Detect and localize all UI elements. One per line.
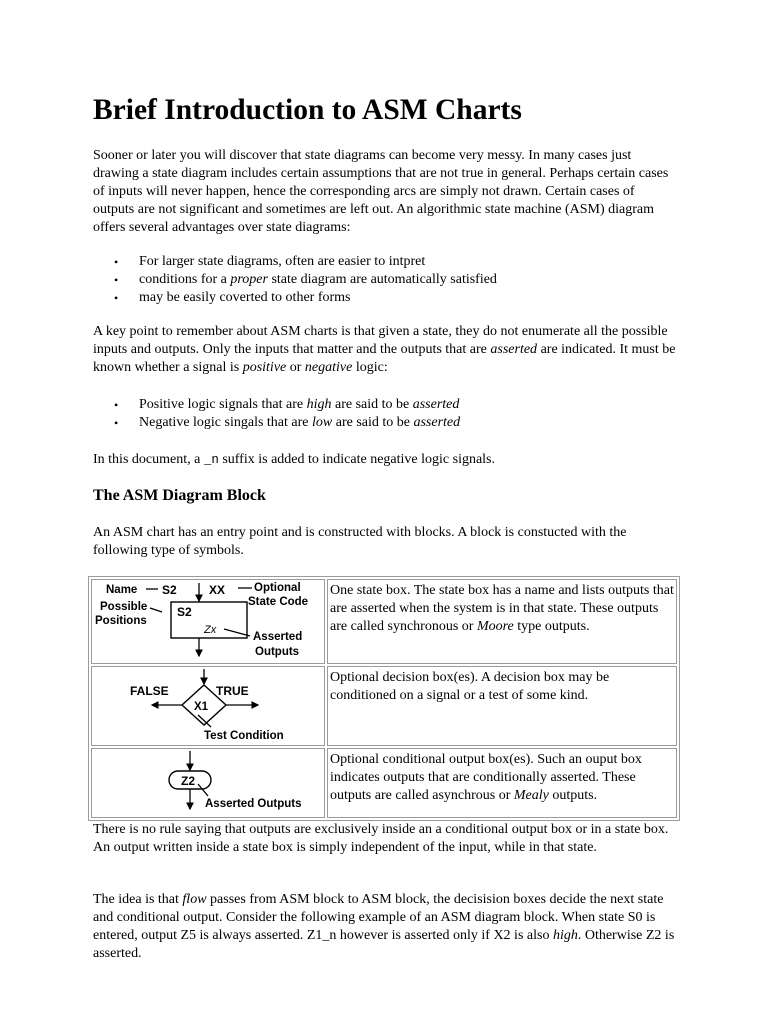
label-name: Name [106, 584, 138, 596]
list-item: • conditions for a proper state diagram are automatically satisfied [93, 271, 678, 289]
state-box-description: One state box. The state box has a name and lists outputs that are asserted when the system is in that state. These outputs are called synchronous or Moore type outputs. [327, 579, 677, 664]
decision-condition: X1 [194, 701, 209, 713]
state-code-value: XX [209, 583, 226, 597]
state-output: Zx [204, 624, 217, 636]
state-box-figure [91, 579, 325, 664]
table-row [91, 748, 677, 818]
decision-box-figure [91, 666, 325, 746]
decision-box-diagram [92, 667, 324, 740]
symbols-table [88, 576, 680, 821]
label-test-condition: Test Condition [204, 730, 284, 740]
state-name-outside: S2 [162, 583, 177, 597]
output-pointer [224, 629, 250, 636]
asserted-pointer [198, 784, 208, 796]
conditional-output-diagram [92, 749, 324, 812]
label-optional: Optional [254, 582, 301, 594]
intro-paragraph: Sooner or later you will discover that state diagrams can become very messy. In many cases just drawing a state diagram includes certain assumptions that are not true in general. Perhaps certain cases of inputs will never happen, hence the corresponding arcs are simply not drawn. Certain cases of outputs are not significant and sometimes are left out. An algorithmic state machine (ASM) diagram offers several advantages over state diagrams: [93, 148, 669, 235]
label-outputs: Outputs [255, 646, 300, 658]
advantages-list [93, 253, 678, 307]
table-row [91, 666, 677, 746]
state-name-inside: S2 [177, 605, 192, 619]
label-positions: Positions [95, 615, 147, 627]
conditional-output: Z2 [181, 774, 196, 788]
label-possible: Possible [100, 601, 148, 613]
label-false: FALSE [130, 684, 169, 698]
table-row [91, 579, 677, 664]
list-item: • For larger state diagrams, often are easier to intpret [93, 253, 678, 271]
no-rule-paragraph: There is no rule saying that outputs are exclusively inside an a conditional output box or in a state box. An output written inside a state box is simply independent of the input, while in that state. [93, 822, 669, 855]
label-true: TRUE [216, 684, 249, 698]
possible-pointer [150, 608, 162, 612]
decision-box-description: Optional decision box(es). A decision box may be conditioned on a signal or a test of some kind. [327, 666, 677, 746]
state-box-diagram [92, 580, 324, 658]
conditional-output-description: Optional conditional output box(es). Such an ouput box indicates outputs that are conditionally asserted. These outputs are called asynchrous or Mealy outputs. [327, 748, 677, 818]
suffix-note: In this document, a _n suffix is added to indicate negative logic signals. [93, 452, 496, 467]
key-point-paragraph: A key point to remember about ASM charts is that given a state, they do not enumerate all the possible inputs and outputs. Only the inputs that matter and the outputs that are asserted are indicated. It must be known whether a signal is positive or negative logic: [93, 324, 676, 375]
page-title: Brief Introduction to ASM Charts [93, 94, 522, 126]
list-item: • Negative logic singals that are low are said to be asserted [93, 414, 678, 432]
logic-list [93, 396, 678, 432]
block-intro-paragraph: An ASM chart has an entry point and is constructed with blocks. A block is constucted with the following type of symbols. [93, 525, 627, 558]
flow-paragraph: The idea is that flow passes from ASM block to ASM block, the decisision boxes decide the next state and conditional output. Consider the following example of an ASM diagram block. When state S0 is entered, output Z5 is always asserted. Z1_n however is asserted only if X2 is also high. Otherwise Z2 is asserted. [93, 892, 675, 961]
label-state-code: State Code [248, 596, 309, 608]
label-asserted: Asserted [253, 631, 303, 643]
section-title: The ASM Diagram Block [93, 487, 266, 504]
list-item: • may be easily coverted to other forms [93, 289, 678, 307]
list-item: • Positive logic signals that are high are said to be asserted [93, 396, 678, 414]
label-asserted-outputs: Asserted Outputs [205, 798, 302, 810]
conditional-output-figure [91, 748, 325, 818]
